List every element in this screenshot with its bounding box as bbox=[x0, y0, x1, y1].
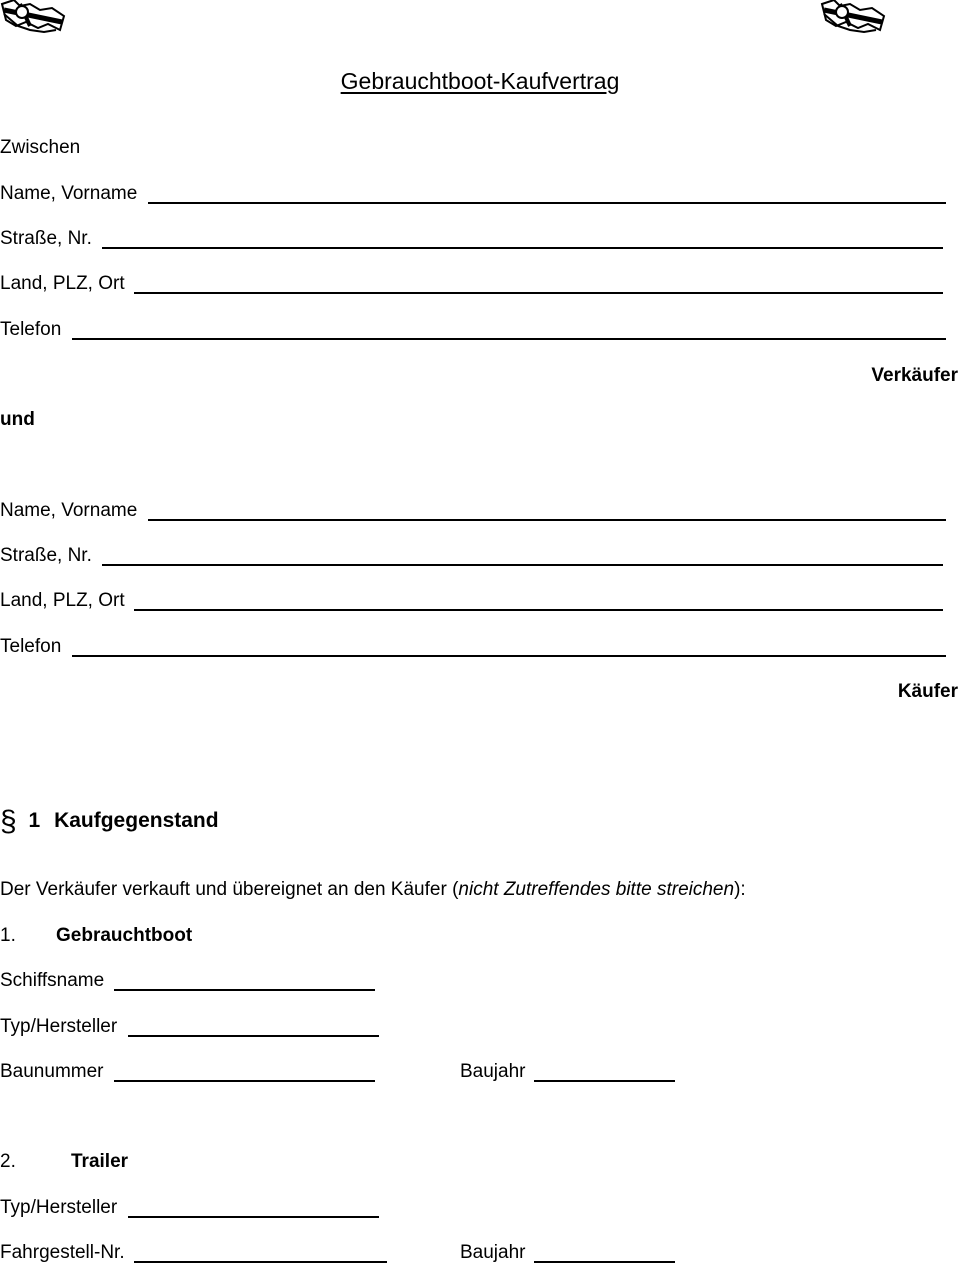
flag-logo-right bbox=[818, 0, 888, 34]
buyer-street-field[interactable] bbox=[102, 564, 943, 566]
section1-text-end: ): bbox=[734, 879, 746, 900]
paragraph-symbol: § bbox=[0, 805, 17, 838]
buyer-phone-label: Telefon bbox=[0, 636, 62, 657]
buyer-city-label: Land, PLZ, Ort bbox=[0, 590, 125, 611]
buyer-name-field[interactable] bbox=[148, 519, 946, 521]
document-title: Gebrauchtboot-Kaufvertrag bbox=[340, 68, 620, 94]
buyer-phone-field[interactable] bbox=[72, 655, 946, 657]
boat-name-label: Schiffsname bbox=[0, 970, 105, 991]
section1-heading bbox=[0, 805, 219, 839]
boat-hull-number-field[interactable] bbox=[114, 1080, 375, 1082]
intro-text: Zwischen bbox=[0, 137, 81, 158]
trailer-chassis-field[interactable] bbox=[134, 1261, 387, 1263]
seller-phone-field[interactable] bbox=[72, 338, 946, 340]
section1-text-italic: nicht Zutreffendes bitte streichen bbox=[458, 879, 735, 900]
item2-number: 2. bbox=[0, 1151, 16, 1172]
section1-number: 1 bbox=[28, 809, 41, 832]
item1-number: 1. bbox=[0, 925, 16, 946]
section1-text bbox=[0, 879, 746, 901]
trailer-type-label: Typ/Hersteller bbox=[0, 1197, 118, 1218]
trailer-year-label: Baujahr bbox=[460, 1242, 526, 1263]
seller-phone-label: Telefon bbox=[0, 319, 62, 340]
seller-street-field[interactable] bbox=[102, 247, 943, 249]
buyer-name-label: Name, Vorname bbox=[0, 500, 138, 521]
boat-type-label: Typ/Hersteller bbox=[0, 1016, 118, 1037]
seller-role-label: Verkäufer bbox=[871, 365, 958, 386]
boat-hull-number-label: Baunummer bbox=[0, 1061, 104, 1082]
item2-title: Trailer bbox=[71, 1151, 129, 1172]
section1-text-main: Der Verkäufer verkauft und übereignet an den Käufer ( bbox=[0, 879, 459, 900]
trailer-year-field[interactable] bbox=[534, 1261, 675, 1263]
seller-city-label: Land, PLZ, Ort bbox=[0, 273, 125, 294]
boat-year-label: Baujahr bbox=[460, 1061, 526, 1082]
seller-city-field[interactable] bbox=[134, 292, 943, 294]
connector-text: und bbox=[0, 409, 35, 430]
buyer-street-label: Straße, Nr. bbox=[0, 545, 92, 566]
item1-title: Gebrauchtboot bbox=[56, 925, 193, 946]
boat-name-field[interactable] bbox=[114, 989, 375, 991]
trailer-chassis-label: Fahrgestell-Nr. bbox=[0, 1242, 125, 1263]
buyer-role-label: Käufer bbox=[897, 681, 958, 702]
section1-title: Kaufgegenstand bbox=[54, 809, 219, 832]
buyer-city-field[interactable] bbox=[134, 609, 943, 611]
seller-street-label: Straße, Nr. bbox=[0, 228, 92, 249]
flag-logo-left bbox=[0, 0, 68, 34]
boat-year-field[interactable] bbox=[534, 1080, 675, 1082]
seller-name-label: Name, Vorname bbox=[0, 183, 138, 204]
seller-name-field[interactable] bbox=[148, 202, 946, 204]
trailer-type-field[interactable] bbox=[128, 1216, 379, 1218]
boat-type-field[interactable] bbox=[128, 1035, 379, 1037]
